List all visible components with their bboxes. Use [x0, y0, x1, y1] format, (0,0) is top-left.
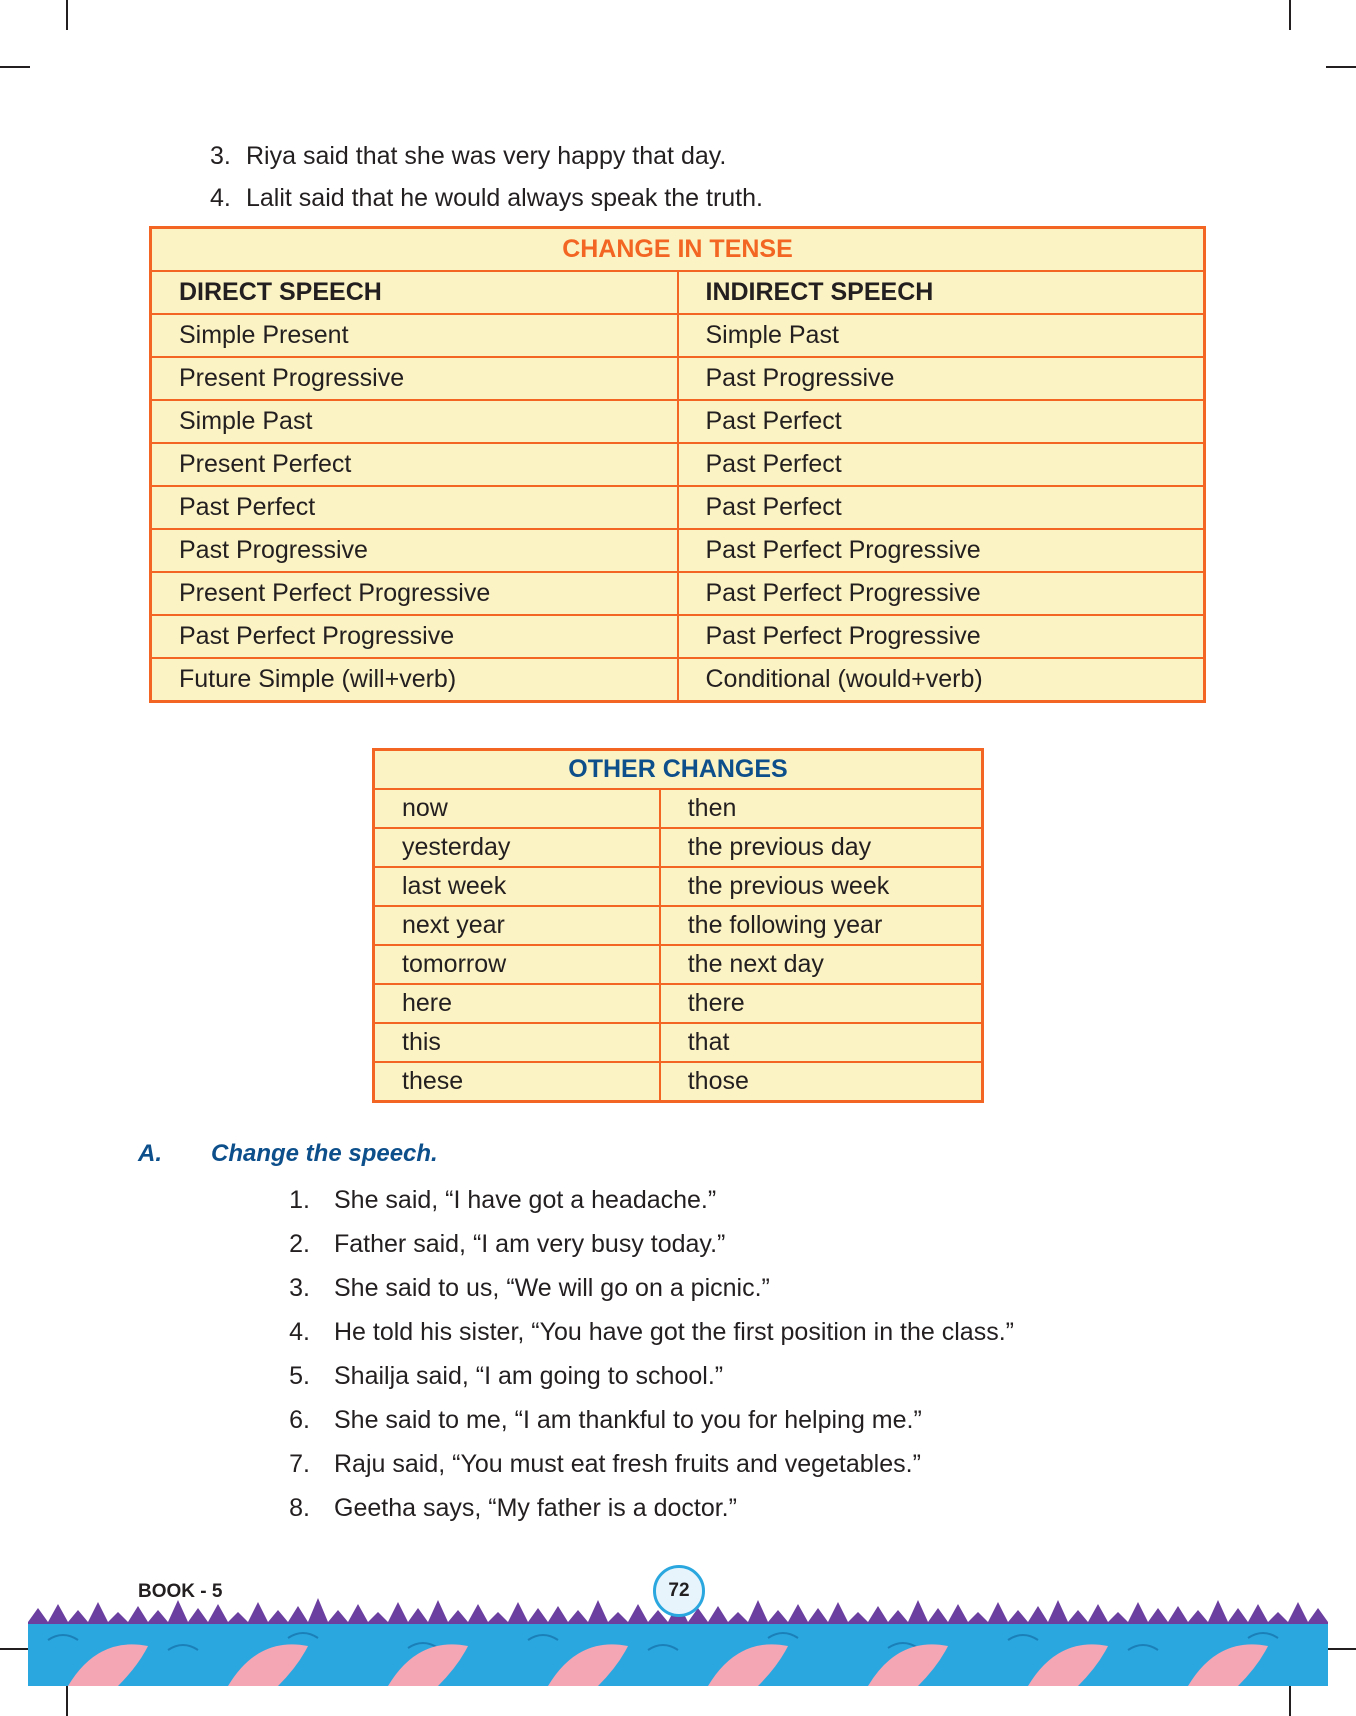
table-cell: then — [660, 789, 983, 828]
crop-mark — [0, 1648, 30, 1650]
item-number: 3. — [210, 142, 231, 170]
list-item — [256, 1266, 1014, 1310]
table-cell: that — [660, 1023, 983, 1062]
item-number: 1. — [289, 1186, 310, 1214]
table-cell: the next day — [660, 945, 983, 984]
table-cell: Simple Present — [151, 314, 678, 357]
table-row — [374, 945, 983, 984]
item-text: She said to me, “I am thankful to you for helping me.” — [334, 1406, 922, 1434]
table-cell: Simple Past — [678, 314, 1205, 357]
table-cell: Conditional (would+verb) — [678, 658, 1205, 702]
crop-mark — [1326, 66, 1356, 68]
book-label: BOOK - 5 — [138, 1581, 223, 1602]
table-cell: Past Perfect — [678, 443, 1205, 486]
list-item — [256, 1310, 1014, 1354]
list-item — [256, 1354, 1014, 1398]
table-cell: Past Perfect Progressive — [151, 615, 678, 658]
list-item — [256, 1486, 1014, 1530]
table-row — [374, 906, 983, 945]
table-cell: Simple Past — [151, 400, 678, 443]
item-number: 7. — [289, 1450, 310, 1478]
column-header-indirect: INDIRECT SPEECH — [678, 271, 1205, 314]
item-number: 3. — [289, 1274, 310, 1302]
table-cell: Past Perfect Progressive — [678, 572, 1205, 615]
exercise-instruction: Change the speech. — [211, 1140, 438, 1167]
table-cell: Past Perfect Progressive — [678, 529, 1205, 572]
table-title: OTHER CHANGES — [374, 750, 983, 790]
table-cell: the previous day — [660, 828, 983, 867]
table-row — [374, 789, 983, 828]
table-cell: Future Simple (will+verb) — [151, 658, 678, 702]
exercise-list — [256, 1178, 1014, 1530]
list-item — [256, 1222, 1014, 1266]
other-changes-table — [372, 748, 984, 1103]
column-header-direct: DIRECT SPEECH — [151, 271, 678, 314]
item-number: 2. — [289, 1230, 310, 1258]
item-number: 5. — [289, 1362, 310, 1390]
table-row — [374, 1062, 983, 1102]
table-title-row — [151, 228, 1205, 272]
table-cell: now — [374, 789, 660, 828]
table-cell: Past Perfect — [678, 400, 1205, 443]
table-row — [151, 314, 1205, 357]
table-cell: Past Perfect — [678, 486, 1205, 529]
table-cell: this — [374, 1023, 660, 1062]
table-cell: the previous week — [660, 867, 983, 906]
table-cell: Present Perfect — [151, 443, 678, 486]
table-cell: the following year — [660, 906, 983, 945]
list-item — [210, 135, 763, 177]
item-number: 6. — [289, 1406, 310, 1434]
item-text: She said to us, “We will go on a picnic.” — [334, 1274, 770, 1302]
table-row — [374, 867, 983, 906]
item-text: Lalit said that he would always speak the truth. — [246, 184, 763, 212]
table-cell: there — [660, 984, 983, 1023]
crop-mark — [0, 66, 30, 68]
table-row — [151, 486, 1205, 529]
table-row — [151, 357, 1205, 400]
item-text: He told his sister, “You have got the first position in the class.” — [334, 1318, 1014, 1346]
item-number: 4. — [289, 1318, 310, 1346]
list-item — [210, 177, 763, 219]
crop-mark — [1326, 1648, 1356, 1650]
table-header-row — [151, 271, 1205, 314]
table-cell: Present Perfect Progressive — [151, 572, 678, 615]
table-row — [151, 658, 1205, 702]
table-row — [374, 1023, 983, 1062]
item-number: 4. — [210, 184, 231, 212]
table-cell: last week — [374, 867, 660, 906]
exercise-letter: A. — [138, 1140, 162, 1167]
table-row — [374, 828, 983, 867]
table-cell: those — [660, 1062, 983, 1102]
item-number: 8. — [289, 1494, 310, 1522]
table-row — [151, 572, 1205, 615]
crop-mark — [1289, 0, 1291, 30]
item-text: Riya said that she was very happy that day. — [246, 142, 727, 170]
table-row — [151, 443, 1205, 486]
change-in-tense-table — [149, 226, 1206, 703]
table-cell: Present Progressive — [151, 357, 678, 400]
table-title-row — [374, 750, 983, 790]
intro-sentence-list — [210, 135, 763, 219]
crop-mark — [1289, 1686, 1291, 1716]
item-text: Shailja said, “I am going to school.” — [334, 1362, 724, 1390]
table-row — [151, 529, 1205, 572]
list-item — [256, 1442, 1014, 1486]
item-text: Geetha says, “My father is a doctor.” — [334, 1494, 737, 1522]
table-cell: Past Progressive — [678, 357, 1205, 400]
table-row — [151, 400, 1205, 443]
exercise-heading — [138, 1140, 438, 1168]
water-band — [28, 1624, 1328, 1686]
page-number: 72 — [668, 1580, 690, 1601]
list-item — [256, 1178, 1014, 1222]
table-title: CHANGE IN TENSE — [151, 228, 1205, 272]
table-row — [374, 984, 983, 1023]
page-number-badge — [653, 1565, 705, 1617]
table-cell: here — [374, 984, 660, 1023]
list-item — [256, 1398, 1014, 1442]
item-text: Raju said, “You must eat fresh fruits and vegetables.” — [334, 1450, 921, 1478]
crop-mark — [66, 1686, 68, 1716]
table-cell: next year — [374, 906, 660, 945]
table-cell: Past Progressive — [151, 529, 678, 572]
table-cell: Past Perfect — [151, 486, 678, 529]
table-cell: yesterday — [374, 828, 660, 867]
item-text: Father said, “I am very busy today.” — [334, 1230, 726, 1258]
table-cell: tomorrow — [374, 945, 660, 984]
table-cell: these — [374, 1062, 660, 1102]
table-cell: Past Perfect Progressive — [678, 615, 1205, 658]
crop-mark — [66, 0, 68, 30]
item-text: She said, “I have got a headache.” — [334, 1186, 717, 1214]
table-row — [151, 615, 1205, 658]
